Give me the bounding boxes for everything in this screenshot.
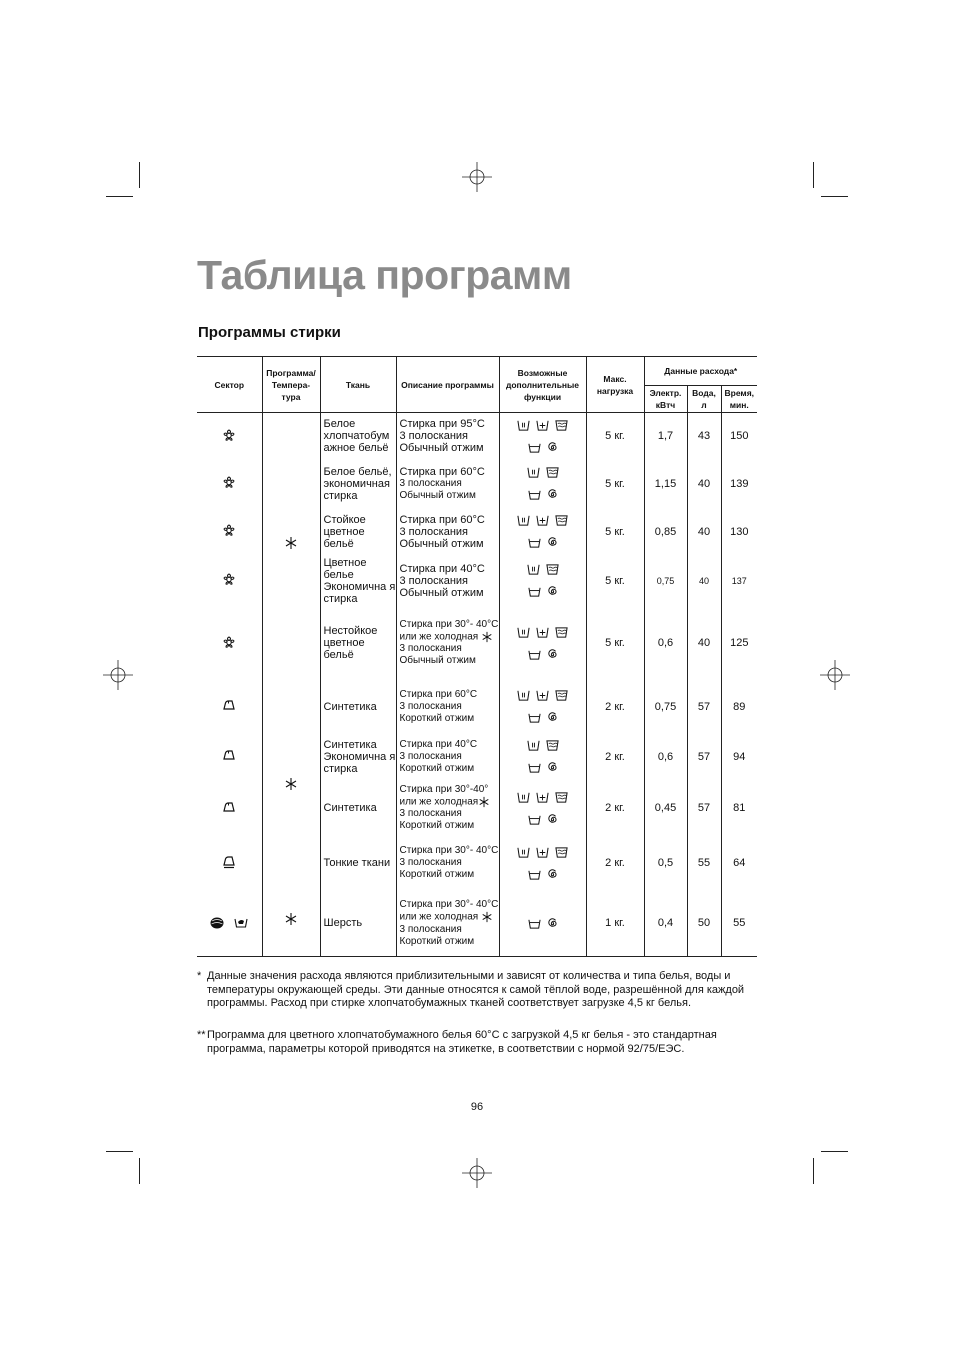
time-cell: 130 <box>721 508 757 556</box>
desc-line: Обычный отжим <box>399 537 484 550</box>
programs-table <box>197 356 757 957</box>
fabric-cell: Цветное белье Экономична я стирка <box>320 556 396 606</box>
desc-line: Обычный отжим <box>399 442 484 455</box>
water-cell: 57 <box>687 781 721 836</box>
footnote-1 <box>197 970 757 1011</box>
desc-line: Обычный отжим <box>399 655 476 667</box>
snowflake-cold-icon <box>481 911 493 923</box>
desc-line: Обычный отжим <box>399 586 484 599</box>
prewash-tub-icon <box>516 419 531 432</box>
desc-line: 3 полоскания <box>399 574 469 587</box>
description-cell <box>396 891 499 957</box>
snowflake-cold-icon <box>284 536 298 550</box>
wool-ball-icon <box>209 915 225 929</box>
program-cell <box>262 891 320 957</box>
kwh-cell: 1,15 <box>644 460 687 508</box>
iron-synthetic-icon <box>222 698 236 712</box>
desc-line: 3 полоскания <box>399 857 462 868</box>
fabric-cell: Синтетика <box>320 681 396 733</box>
kwh-cell: 0,75 <box>644 556 687 606</box>
kwh-cell: 0,5 <box>644 836 687 891</box>
load-cell: 2 кг. <box>586 733 644 781</box>
kwh-cell: 0,4 <box>644 891 687 957</box>
fabric-cell: Стойкое цветное бельё <box>320 508 396 556</box>
iron-synthetic-icon <box>222 748 236 762</box>
extra-rinse-tub-icon <box>554 626 569 639</box>
rinse-hold-tub-icon <box>527 441 542 454</box>
desc-line: Короткий отжим <box>399 762 475 774</box>
snowflake-cold-icon <box>284 912 298 926</box>
description-cell <box>396 681 499 733</box>
hand-wash-icon <box>233 915 249 929</box>
prewash-tub-icon <box>526 563 541 576</box>
functions-cell <box>499 781 586 836</box>
water-cell: 57 <box>687 681 721 733</box>
rinse-hold-tub-icon <box>527 761 542 774</box>
time-cell: 64 <box>721 836 757 891</box>
program-cell <box>262 681 320 891</box>
sector-cell <box>197 556 262 606</box>
desc-line: Короткий отжим <box>399 869 475 880</box>
fabric-cell: Шерсть <box>320 891 396 957</box>
header-program: Программа/ Темпера- тура <box>262 357 320 413</box>
water-cell: 40 <box>687 508 721 556</box>
stain-tub-icon <box>535 626 550 639</box>
page-number: 96 <box>470 1101 484 1113</box>
fabric-cell: Синтетика Экономична я стирка <box>320 733 396 781</box>
extra-rinse-tub-icon <box>554 791 569 804</box>
desc-line <box>400 619 499 644</box>
water-cell: 40 <box>687 556 721 606</box>
table-row <box>197 891 757 957</box>
water-cell: 40 <box>687 460 721 508</box>
extra-rinse-tub-icon <box>554 419 569 432</box>
header-electricity: Электр. кВтч <box>644 386 687 413</box>
spin-spiral-icon <box>546 536 559 549</box>
crop-mark <box>139 162 140 188</box>
description-cell <box>396 733 499 781</box>
iron-delicate-icon <box>222 855 236 869</box>
fabric-cell: Тонкие ткани <box>320 836 396 891</box>
crop-mark <box>821 1151 848 1152</box>
time-cell: 94 <box>721 733 757 781</box>
functions-cell <box>499 733 586 781</box>
spin-spiral-icon <box>546 441 559 454</box>
footnote-2 <box>197 1029 757 1056</box>
program-cell <box>262 413 320 681</box>
fabric-cell: Синтетика <box>320 781 396 836</box>
rinse-hold-tub-icon <box>527 711 542 724</box>
prewash-tub-icon <box>516 791 531 804</box>
stain-tub-icon <box>535 419 550 432</box>
time-cell: 125 <box>721 606 757 681</box>
kwh-cell: 0,45 <box>644 781 687 836</box>
cotton-flower-icon <box>222 635 236 649</box>
prewash-tub-icon <box>516 514 531 527</box>
kwh-cell: 0,6 <box>644 606 687 681</box>
sector-cell <box>197 733 262 781</box>
desc-line: Короткий отжим <box>399 712 475 724</box>
crop-mark <box>106 1151 133 1152</box>
desc-line: 3 полоскания <box>399 477 462 489</box>
rinse-hold-tub-icon <box>527 917 542 930</box>
load-cell: 2 кг. <box>586 781 644 836</box>
snowflake-cold-icon <box>478 796 490 808</box>
load-cell: 5 кг. <box>586 606 644 681</box>
description-cell <box>396 781 499 836</box>
extra-rinse-tub-icon <box>545 739 560 752</box>
fabric-cell: Нестойкое цветное бельё <box>320 606 396 681</box>
rinse-hold-tub-icon <box>527 648 542 661</box>
cotton-flower-icon <box>222 523 236 537</box>
water-cell: 57 <box>687 733 721 781</box>
description-cell <box>396 606 499 681</box>
desc-line: 3 полоскания <box>399 643 462 655</box>
desc-text: Стирка при 30°-40° или же холодная <box>399 783 489 808</box>
table-row <box>197 681 757 733</box>
footnote-mark: ** <box>197 1029 206 1041</box>
cotton-flower-icon <box>222 428 236 442</box>
sector-cell <box>197 460 262 508</box>
stain-tub-icon <box>535 514 550 527</box>
load-cell: 5 кг. <box>586 460 644 508</box>
prewash-tub-icon <box>526 739 541 752</box>
header-sector: Сектор <box>214 379 245 390</box>
description-cell <box>396 413 499 460</box>
time-cell: 150 <box>721 413 757 460</box>
load-cell: 5 кг. <box>586 556 644 606</box>
functions-cell <box>499 836 586 891</box>
rinse-hold-tub-icon <box>527 868 542 881</box>
crop-mark <box>813 162 814 188</box>
desc-line <box>400 784 499 809</box>
fabric-cell: Белое хлопчатобум ажное бельё <box>320 413 396 460</box>
time-cell: 55 <box>721 891 757 957</box>
header-max-load: Макс. нагрузка <box>586 357 644 413</box>
prewash-tub-icon <box>516 626 531 639</box>
desc-line: 3 полоскания <box>399 700 462 712</box>
prewash-tub-icon <box>516 689 531 702</box>
water-cell: 50 <box>687 891 721 957</box>
snowflake-cold-icon <box>481 631 493 643</box>
sector-cell <box>197 891 262 957</box>
functions-cell <box>499 891 586 957</box>
header-functions: Возможные дополнительные функции <box>499 357 586 413</box>
desc-line: Короткий отжим <box>399 935 475 947</box>
desc-line: 3 полоскания <box>399 430 469 443</box>
cotton-flower-icon <box>222 475 236 489</box>
stain-tub-icon <box>535 846 550 859</box>
load-cell: 5 кг. <box>586 413 644 460</box>
description-cell <box>396 556 499 606</box>
kwh-cell: 1,7 <box>644 413 687 460</box>
kwh-cell: 0,6 <box>644 733 687 781</box>
desc-line: 3 полоскания <box>399 750 462 762</box>
spin-spiral-icon <box>546 813 559 826</box>
time-cell: 89 <box>721 681 757 733</box>
desc-line: Стирка при 30°- 40°C <box>399 845 499 856</box>
desc-line: Стирка при 95°C <box>399 418 485 431</box>
spin-spiral-icon <box>546 711 559 724</box>
iron-synthetic-icon <box>222 800 236 814</box>
load-cell: 5 кг. <box>586 508 644 556</box>
functions-cell <box>499 681 586 733</box>
desc-line: Короткий отжим <box>399 820 475 832</box>
stain-tub-icon <box>535 689 550 702</box>
rinse-hold-tub-icon <box>527 813 542 826</box>
functions-cell <box>499 413 586 460</box>
stain-tub-icon <box>535 791 550 804</box>
desc-line: Стирка при 60°C <box>399 513 485 526</box>
kwh-cell: 0,85 <box>644 508 687 556</box>
desc-line: 3 полоскания <box>399 525 469 538</box>
header-fabric: Ткань <box>320 357 396 413</box>
water-cell: 40 <box>687 606 721 681</box>
spin-spiral-icon <box>546 648 559 661</box>
rinse-hold-tub-icon <box>527 585 542 598</box>
extra-rinse-tub-icon <box>554 846 569 859</box>
sector-cell <box>197 836 262 891</box>
crop-mark <box>821 196 848 197</box>
time-cell: 137 <box>721 556 757 606</box>
extra-rinse-tub-icon <box>554 689 569 702</box>
desc-line: Стирка при 60°C <box>399 465 485 478</box>
desc-line: Стирка при 60°C <box>399 688 478 700</box>
functions-cell <box>499 460 586 508</box>
registration-mark-icon <box>103 660 133 690</box>
spin-spiral-icon <box>546 585 559 598</box>
water-cell: 43 <box>687 413 721 460</box>
registration-mark-icon <box>462 162 492 192</box>
desc-line: 3 полоскания <box>399 923 462 935</box>
rinse-hold-tub-icon <box>527 488 542 501</box>
header-water: Вода, л <box>687 386 721 413</box>
cotton-flower-icon <box>222 572 236 586</box>
water-cell: 55 <box>687 836 721 891</box>
spin-spiral-icon <box>546 488 559 501</box>
header-time: Время, мин. <box>721 386 757 413</box>
load-cell: 1 кг. <box>586 891 644 957</box>
spin-spiral-icon <box>546 868 559 881</box>
prewash-tub-icon <box>516 846 531 859</box>
extra-rinse-tub-icon <box>545 563 560 576</box>
snowflake-cold-icon <box>284 777 298 791</box>
sector-cell <box>197 781 262 836</box>
sector-cell <box>197 681 262 733</box>
header-description: Описание программы <box>396 357 499 413</box>
sector-cell <box>197 413 262 460</box>
desc-line: Стирка при 40°C <box>399 562 485 575</box>
extra-rinse-tub-icon <box>545 466 560 479</box>
sector-cell <box>197 606 262 681</box>
extra-rinse-tub-icon <box>554 514 569 527</box>
time-cell: 81 <box>721 781 757 836</box>
header-consumption: Данные расхода* <box>644 357 757 386</box>
desc-line: 3 полоскания <box>399 808 462 820</box>
footnote-text: Данные значения расхода являются приблизительными и зависят от количества и типа белья, воды и температуры окружающей среды. Эти данные относятся к самой тёплой воде, разрешённой для каждой программы. Расход при стирке хлопчатобумажных тканей соответствует загрузке 4,5 кг белья. <box>207 970 745 1009</box>
crop-mark <box>813 1158 814 1184</box>
load-cell: 2 кг. <box>586 836 644 891</box>
spin-spiral-icon <box>546 917 559 930</box>
rinse-hold-tub-icon <box>527 536 542 549</box>
sector-cell <box>197 508 262 556</box>
desc-line <box>400 899 499 924</box>
crop-mark <box>106 196 133 197</box>
fabric-cell: Белое бельё, экономичная стирка <box>320 460 396 508</box>
functions-cell <box>499 606 586 681</box>
registration-mark-icon <box>462 1158 492 1188</box>
functions-cell <box>499 556 586 606</box>
footnote-mark: * <box>197 970 202 982</box>
description-cell <box>396 508 499 556</box>
desc-text: Стирка при 30°- 40°C или же холодная <box>399 898 499 923</box>
spin-spiral-icon <box>546 761 559 774</box>
time-cell: 139 <box>721 460 757 508</box>
table-row <box>197 413 757 460</box>
description-cell <box>396 836 499 891</box>
footnote-text: Программа для цветного хлопчатобумажного белья 60°C с загрузкой 4,5 кг белья - это стандартная программа, параметры которой приводятся на этикетке, в соответствии с нормой 92/75/ЕЭС. <box>207 1029 717 1055</box>
desc-line: Стирка при 40°C <box>399 738 478 750</box>
description-cell <box>396 460 499 508</box>
functions-cell <box>499 508 586 556</box>
load-cell: 2 кг. <box>586 681 644 733</box>
desc-line: Обычный отжим <box>399 489 476 501</box>
prewash-tub-icon <box>526 466 541 479</box>
crop-mark <box>139 1158 140 1184</box>
page-title: Таблица программ <box>197 252 572 298</box>
registration-mark-icon <box>820 660 850 690</box>
section-title: Программы стирки <box>198 324 341 341</box>
desc-text: Стирка при 30°- 40°C или же холодная <box>399 618 499 643</box>
kwh-cell: 0,75 <box>644 681 687 733</box>
